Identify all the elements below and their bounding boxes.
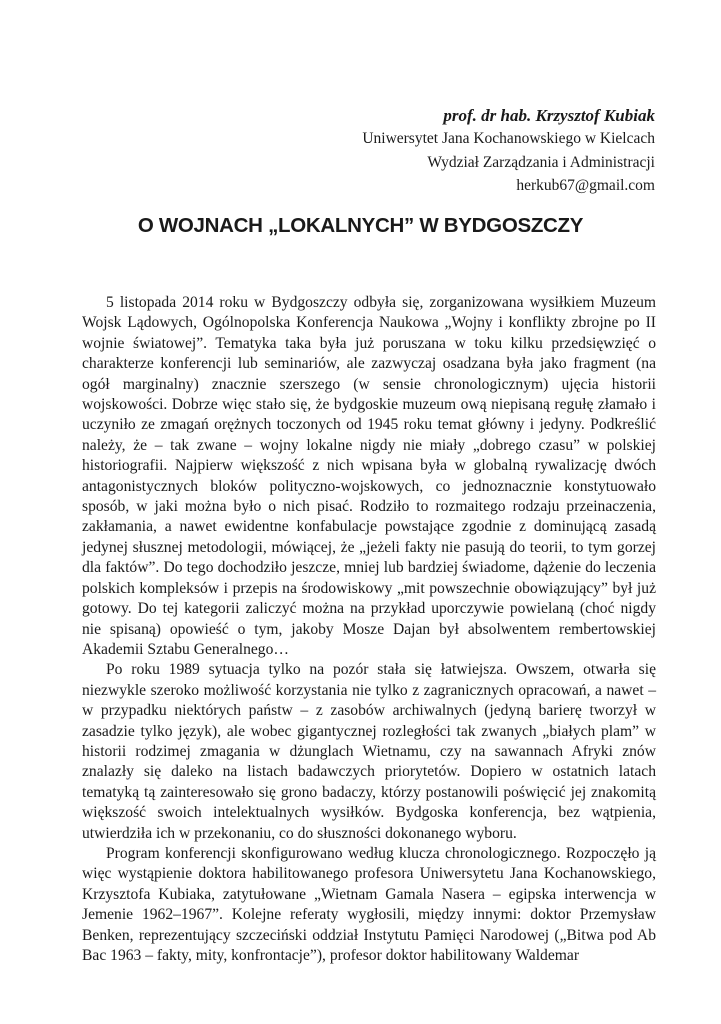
- author-email: herkub67@gmail.com: [516, 177, 655, 195]
- author-name: prof. dr hab. Krzysztof Kubiak: [443, 106, 655, 125]
- paragraph: Program konferencji skonfigurowano według klucza chronologicznego. Rozpoczęło ją więc wystąpienie doktora habilitowanego profesora Uniwersytetu Jana Kochanowskiego, Krzysztofa Kubiaka, zatytułowane „Wietnam Gamala Nasera – egipska interwencja w Jemenie 1962–1967”. Kolejne referaty wygłosili, między innymi: doktor Przemysław Benken, reprezentujący szczeciński oddział Instytutu Pamięci Narodowej („Bitwa pod Ab Bac 1963 – fakty, mity, konfrontacje”), profesor doktor habilitowany Waldemar: [82, 844, 656, 964]
- author-block: [362, 104, 655, 198]
- paragraph: 5 listopada 2014 roku w Bydgoszczy odbyła się, zorganizowana wysiłkiem Muzeum Wojsk Lądowych, Ogólnopolska Konferencja Naukowa „Wojny i konflikty zbrojne po II wojnie światowej”. Tematyka taka była już poruszana w toku kilku przedsięwzięć o charakterze konferencji lub seminariów, ale zazwyczaj osadzana była jako fragment (na ogół marginalny) znacznie szerszego (w sensie chronologicznym) ujęcia historii wojskowości. Dobrze więc stało się, że bydgoskie muzeum ową niepisaną regułę złamało i uczyniło ze zmagań orężnych toczonych od 1945 roku temat główny i jedyny. Podkreślić należy, że – tak zwane – wojny lokalne nigdy nie miały „dobrego czasu” w polskiej historiografii. Najpierw większość z nich wpisana była w globalną rywalizację dwóch antagonistycznych bloków polityczno-wojskowych, co jednoznacznie konstytuowało sposób, w jaki można było o nich pisać. Rodziło to rozmaitego rodzaju przeinaczenia, zakłamania, a nawet ewidentne konfabulacje powstające zgodnie z dominującą zasadą jedynej słusznej metodologii, mówiącej, że „jeżeli fakty nie pasują do teorii, to tym gorzej dla faktów”. Do tego dochodziło jeszcze, mniej lub bardziej świadome, dążenie do leczenia polskich kompleksów i przepis na środowiskowy „mit powszechnie obowiązujący” był już gotowy. Do tej kategorii zaliczyć można na przykład uporczywie powielaną (choć nigdy nie spisaną) opowieść o tym, jakoby Mosze Dajan był absolwentem rembertowskiej Akademii Sztabu Generalnego…: [82, 294, 656, 658]
- paragraph: Po roku 1989 sytuacja tylko na pozór stała się łatwiejsza. Owszem, otwarła się niezwykle szeroko możliwość korzystania nie tylko z zagranicznych opracowań, a nawet – w przypadku niektórych państw – z zasobów archiwalnych (jedyną barierę tworzył w zasadzie tylko język), ale wobec gigantycznej rozległości tak zwanych „białych plam” w historii rodzimej zmagania w dżunglach Wietnamu, czy na sawannach Afryki znów znalazły się daleko na listach badawczych priorytetów. Dopiero w ostatnich latach tematyką tą zainteresowało się grono badaczy, którzy postanowili poświęcić jej znakomitą większość swoich intelektualnych wysiłków. Bydgoska konferencja, bez wątpienia, utwierdziła ich w przekonaniu, co do słuszności dokonanego wyboru.: [82, 661, 656, 842]
- article-body: [82, 293, 656, 966]
- article-title: O WOJNACH „LOKALNYCH” W BYDGOSZCZY: [137, 214, 584, 237]
- author-university: Uniwersytet Jana Kochanowskiego w Kielcach: [362, 130, 655, 148]
- author-faculty: Wydział Zarządzania i Administracji: [427, 153, 655, 171]
